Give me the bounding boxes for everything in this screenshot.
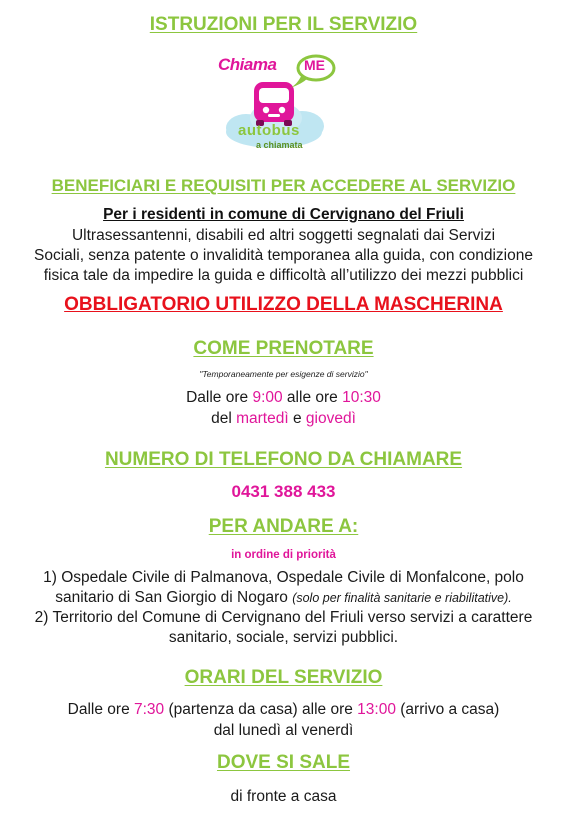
telefono-heading: NUMERO DI TELEFONO DA CHIAMARE	[104, 449, 463, 470]
orari-text: Dalle ore	[67, 701, 134, 718]
page-title: ISTRUZIONI PER IL SERVIZIO	[149, 14, 418, 35]
priority-note: in ordine di priorità	[231, 549, 336, 561]
destination-list	[0, 568, 567, 648]
sale-heading: DOVE SI SALE	[216, 752, 351, 773]
residenti-subheading: Per i residenti in comune di Cervignano del Friuli	[103, 206, 464, 223]
orari-start-time: 7:30	[134, 701, 165, 718]
destination-item	[0, 588, 567, 608]
orari-hours	[0, 700, 567, 720]
destination-note: (solo per finalità sanitarie e riabilitative).	[292, 591, 512, 605]
phone-number[interactable]: 0431 388 433	[231, 482, 336, 501]
sale-text: di fronte a casa	[230, 788, 337, 805]
orari-end-time: 13:00	[357, 701, 396, 718]
logo-me-text: ME	[304, 57, 325, 73]
andare-heading: PER ANDARE A:	[208, 516, 359, 537]
prenotare-day: martedì	[236, 410, 289, 427]
prenotare-text: del	[211, 410, 237, 427]
requisiti-text	[0, 226, 567, 286]
requisiti-line: Ultrasessantenni, disabili ed altri soggetti segnalati dai Servizi	[71, 227, 496, 244]
prenotare-day: giovedì	[305, 410, 356, 427]
requisiti-line: fisica tale da impedire la guida e difficoltà all’utilizzo dei mezzi pubblici	[43, 267, 524, 284]
destination-item: sanitario, sociale, servizi pubblici.	[168, 629, 399, 646]
mask-warning: OBBLIGATORIO UTILIZZO DELLA MASCHERINA	[64, 294, 503, 315]
prenotare-heading: COME PRENOTARE	[193, 338, 374, 359]
prenotare-start-time: 9:00	[252, 389, 283, 406]
prenotare-hours	[0, 388, 567, 408]
prenotare-text: alle ore	[282, 389, 343, 406]
destination-text: sanitario di San Giorgio di Nogaro	[55, 589, 293, 606]
beneficiari-heading: BENEFICIARI E REQUISITI PER ACCEDERE AL SERVIZIO	[51, 176, 516, 195]
orari-text: (arrivo a casa)	[395, 701, 500, 718]
requisiti-line: Sociali, senza patente o invalidità temporanea alla guida, con condizione	[34, 247, 533, 264]
chiamame-logo	[216, 52, 346, 160]
prenotare-text: e	[288, 410, 306, 427]
orari-heading: ORARI DEL SERVIZIO	[184, 667, 383, 688]
destination-item: 1) Ospedale Civile di Palmanova, Ospedale Civile di Monfalcone, polo	[43, 569, 524, 586]
logo-autobus-text: autobus	[238, 122, 300, 139]
destination-item: 2) Territorio del Comune di Cervignano del Friuli verso servizi a carattere	[34, 609, 533, 626]
prenotare-days	[0, 409, 567, 429]
prenotare-note: "Temporaneamente per esigenze di servizio"	[199, 369, 368, 379]
logo-chiamata-text: a chiamata	[256, 140, 303, 150]
orari-text: (partenza da casa) alle ore	[164, 701, 358, 718]
prenotare-end-time: 10:30	[342, 389, 381, 406]
orari-days: dal lunedì al venerdì	[213, 722, 354, 739]
logo-chiama-text: Chiama	[218, 55, 277, 74]
prenotare-text: Dalle ore	[186, 389, 253, 406]
